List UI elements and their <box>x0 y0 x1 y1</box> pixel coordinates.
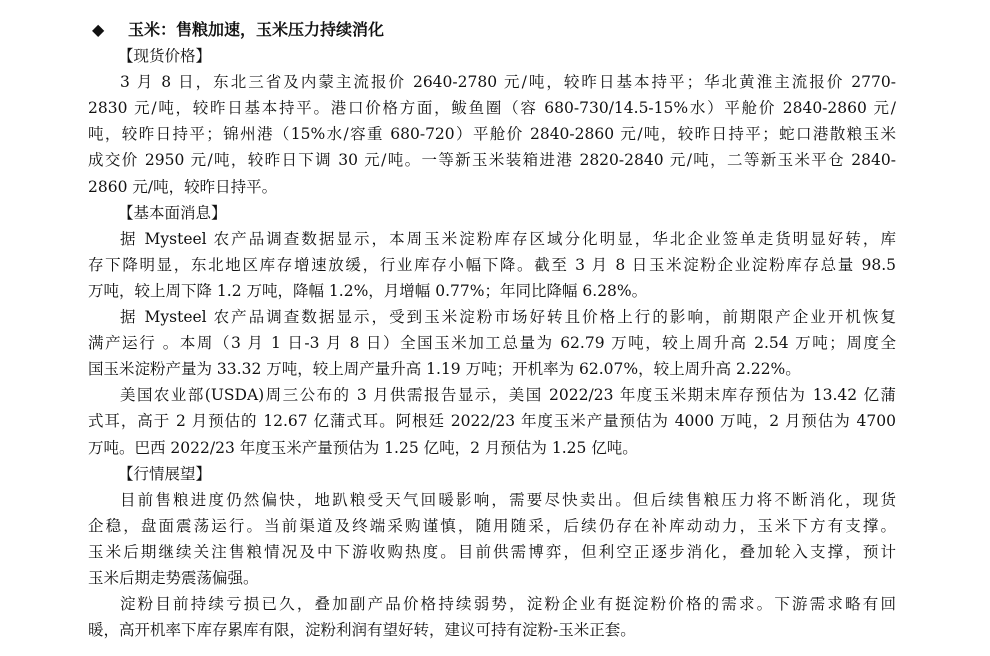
document-body <box>88 43 896 643</box>
paragraph-line: 万吨。巴西 2022/23 年度玉米产量预估为 1.25 亿吨，2 月预估为 1.25 亿吨。 <box>88 438 638 457</box>
paragraph-line: 3 月 8 日，东北三省及内蒙主流报价 2640-2780 元/吨，较昨日基本持平；华北黄淮主流报价 2770- <box>120 73 896 92</box>
paragraph-line: 玉米后期继续关注售粮情况及中下游收购热度。目前供需博弈，但利空正逐步消化，叠加轮入支撑，预计 <box>88 542 896 561</box>
section-heading: 【行情展望】 <box>118 464 212 483</box>
section-heading: 【现货价格】 <box>118 47 212 66</box>
paragraph-line: 暖，高开机率下库存累库有限，淀粉利润有望好转，建议可持有淀粉-玉米正套。 <box>88 621 636 640</box>
paragraph-line: 2830 元/吨，较昨日基本持平。港口价格方面，鲅鱼圈（容 680-730/14.5-15%水）平舱价 2840-2860 元/ <box>88 99 896 118</box>
document <box>88 17 896 643</box>
paragraph-line: 玉米后期走势震荡偏强。 <box>88 568 259 587</box>
title-text: 玉米：售粮加速，玉米压力持续消化 <box>128 20 385 39</box>
paragraph-line: 淀粉目前持续亏损已久，叠加副产品价格持续弱势，淀粉企业有挺淀粉价格的需求。下游需求略有回 <box>120 595 896 614</box>
paragraph-line: 存下降明显，东北地区库存增速放缓，行业库存小幅下降。截至 3 月 8 日玉米淀粉企业淀粉库存总量 98.5 <box>88 255 896 274</box>
paragraph-line: 据 Mysteel 农产品调查数据显示，受到玉米淀粉市场好转且价格上行的影响，前期限产企业开机恢复 <box>120 308 896 327</box>
paragraph-line: 式耳，高于 2 月预估的 12.67 亿蒲式耳。阿根廷 2022/23 年度玉米产量预估为 4000 万吨，2 月预估为 4700 <box>88 412 896 431</box>
section-heading: 【基本面消息】 <box>118 203 227 222</box>
paragraph-line: 据 Mysteel 农产品调查数据显示，本周玉米淀粉库存区域分化明显，华北企业签单走货明显好转，库 <box>120 229 896 248</box>
paragraph-line: 美国农业部(USDA)周三公布的 3 月供需报告显示，美国 2022/23 年度玉米期末库存预估为 13.42 亿蒲 <box>120 386 896 405</box>
paragraph-line: 成交价 2950 元/吨，较昨日下调 30 元/吨。一等新玉米装箱进港 2820-2840 元/吨，二等新玉米平仓 2840- <box>88 151 896 170</box>
paragraph-line: 万吨，较上周下降 1.2 万吨，降幅 1.2%，月增幅 0.77%；年同比降幅 6.28%。 <box>88 281 648 300</box>
diamond-bullet-icon: ◆ <box>92 20 105 39</box>
paragraph-line: 目前售粮进度仍然偏快，地趴粮受天气回暖影响，需要尽快卖出。但后续售粮压力将不断消化，现货 <box>120 490 896 509</box>
paragraph-line: 2860 元/吨，较昨日持平。 <box>88 177 278 196</box>
paragraph-line: 企稳，盘面震荡运行。当前渠道及终端采购谨慎，随用随采，后续仍存在补库动动力，玉米下方有支撑。 <box>88 516 896 535</box>
paragraph-line: 国玉米淀粉产量为 33.32 万吨，较上周产量升高 1.19 万吨；开机率为 62.07%，较上周升高 2.22%。 <box>88 360 801 379</box>
paragraph-line: 吨，较昨日持平；锦州港（15%水/容重 680-720）平舱价 2840-2860 元/吨，较昨日持平；蛇口港散粮玉米 <box>88 125 896 144</box>
section-title <box>88 17 896 43</box>
paragraph-line: 满产运行 。本周（3 月 1 日-3 月 8 日）全国玉米加工总量为 62.79 万吨，较上周升高 2.54 万吨；周度全 <box>88 334 896 353</box>
